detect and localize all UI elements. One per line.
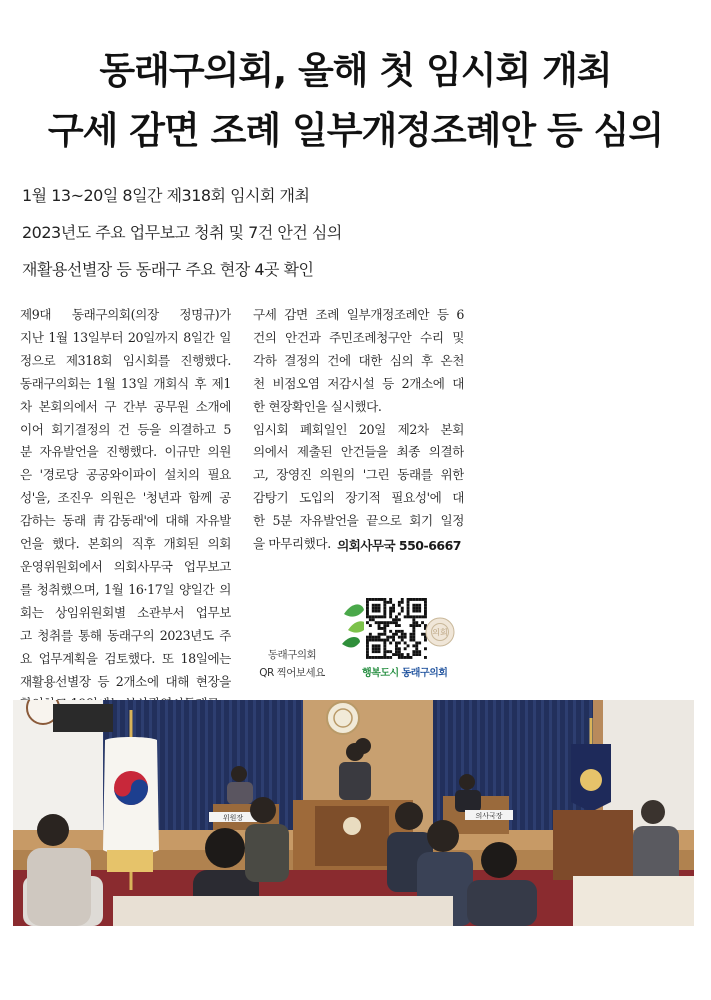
headline-line-1: 동래구의회, 올해 첫 임시회 개최 [99,49,612,92]
brand-name: 동래구의회 [401,668,448,679]
article-line: 감하는 동래 靑감동래'에 대해 자유발 [20,513,231,529]
article-column-1 [20,304,231,716]
article-line: 천 비점오염 저감시설 등 2개소에 대 [253,375,464,391]
desk-nameplate-left: 위원장 [222,814,244,822]
article-line: 운영위원회에서 의회사무국 업무보고 [20,558,231,574]
article-line: 고, 장영진 의원의 '그린 동래를 위한 [253,467,464,483]
qr-caption-line-2: QR 찍어보세요 [259,667,325,679]
article-line: 건의 안건과 주민조례청구안 수리 및 [253,329,464,345]
article-line: 감탕기 도입의 장기적 필요성'에 대 [253,490,464,506]
article-column-2 [253,304,464,556]
article-line: 제9대 동래구의회(의장 정명규)가 [20,307,231,322]
article-line: 요 업무계획을 검토했다. 또 18일에는 [20,650,231,666]
article-line: 고 청취를 통해 동래구의 2023년도 주 [20,627,231,643]
article-line: 은 '경로당 공공와이파이 설치의 필요 [20,467,231,483]
article-line: 를 청취했으며, 1월 16·17일 양일간 의 [20,581,231,597]
article-line: 정으로 제318회 임시회를 진행했다. [20,352,231,368]
qr-code-icon[interactable] [364,596,429,661]
article-line: 분 자유발언을 진행했다. 이규만 의원 [20,444,231,460]
article-line: 차 본회의에서 구 간부 공무원 소개에 [20,398,231,414]
contact-info: 의회사무국 550-6667 [337,538,461,553]
article-line: 임시회 폐회일인 20일 제2차 본회 [253,421,464,437]
headline-line-2: 구세 감면 조례 일부개정조례안 등 심의 [47,109,664,152]
session-photo-illustration [13,700,694,926]
subheadline: 2023년도 주요 업무보고 청취 및 7건 안건 심의 [22,223,342,242]
subheadlines [22,186,682,297]
article-line: 재활용선별장 등 2개소에 대해 현장을 [20,673,231,689]
article-line: 각하 결정의 건에 대한 심의 후 온천 [253,352,464,368]
article-line: 구세 감면 조례 일부개정조례안 등 6 [253,307,464,322]
article-line: 을 마무리했다. [253,536,331,552]
subheadline: 1월 13~20일 8일간 제318회 임시회 개최 [22,186,310,205]
article-line: 지난 1월 13일부터 20일까지 8일간 일 [20,329,231,345]
article-line: 성'을, 조진우 의원은 '청년과 함께 공 [20,490,231,506]
article-line: 한 5분 자유발언을 끝으로 회기 일정 [253,513,464,529]
council-seal-icon [426,618,454,646]
article-line: 회는 상임위원회별 소관부서 업무보 [20,604,231,620]
council-brand [362,664,447,679]
svg-text:의회: 의회 [432,628,448,637]
subheadline: 재활용선별장 등 동래구 주요 현장 4곳 확인 [22,260,314,279]
qr-caption-line-1: 동래구의회 [267,649,317,661]
council-session-photo [13,700,694,926]
article-line: 한 현장확인을 실시했다. [253,398,382,414]
brand-slogan: 행복도시 [362,668,399,679]
article-line: 동래구의회는 1월 13일 개회식 후 제1 [20,375,231,391]
desk-nameplate-right: 의사국장 [475,812,503,820]
article-line: 언을 했다. 본회의 직후 개회된 의회 [20,536,231,552]
article-line: 이어 회기결정의 건 등을 의결하고 5 [20,421,231,437]
article-line: 의에서 제출된 안건들을 최종 의결하 [253,444,464,460]
qr-caption [252,646,332,682]
